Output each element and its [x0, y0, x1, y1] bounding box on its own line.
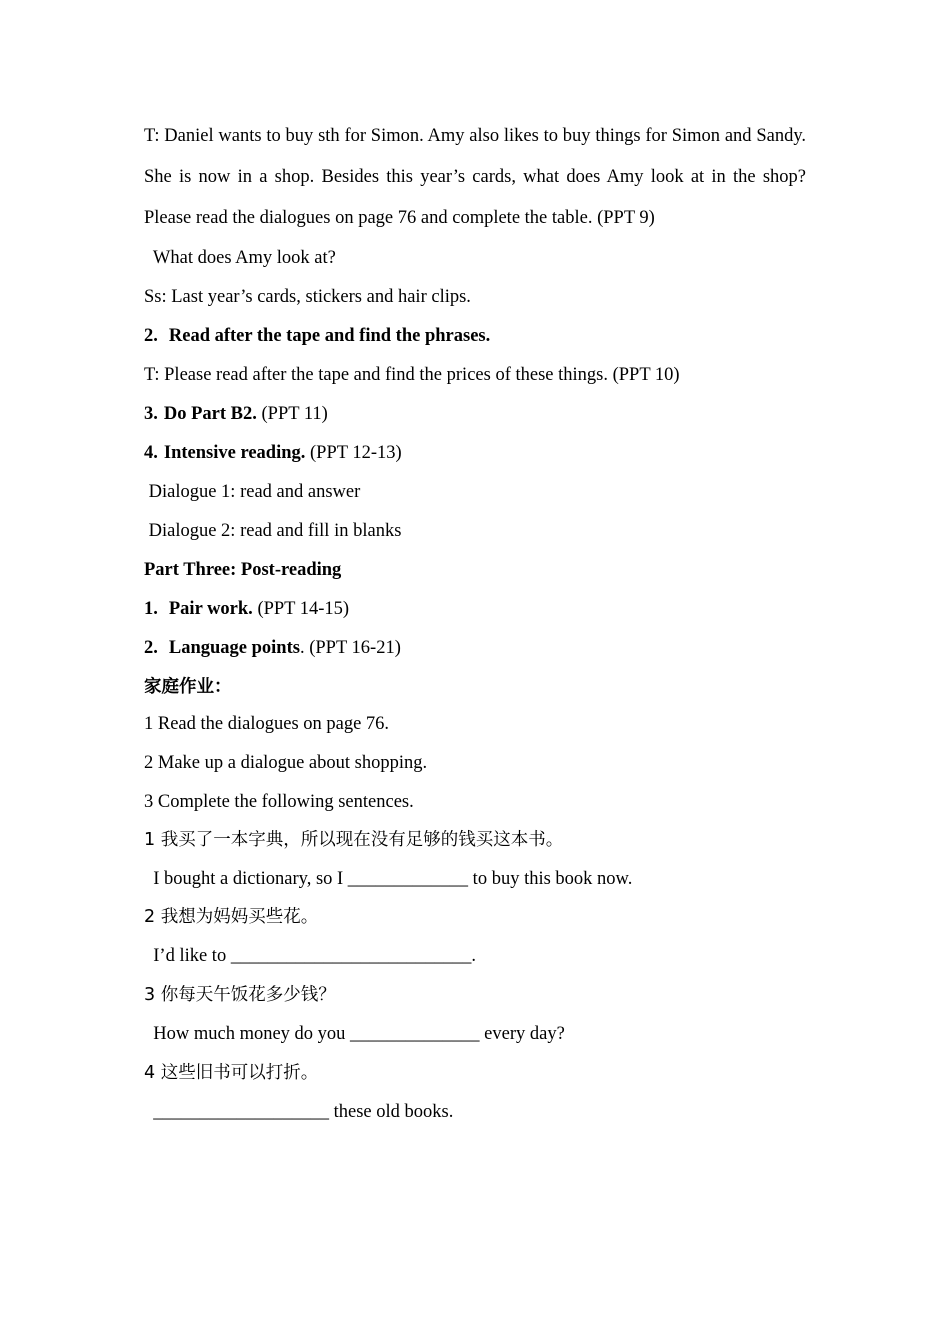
post-step-1-title: Pair work.	[168, 599, 253, 619]
intro-question: What does Amy look at?	[144, 248, 336, 268]
post-step-1-ref: (PPT 14-15)	[252, 599, 350, 619]
step-2-text: T: Please read after the tape and find the prices of these things. (PPT 10)	[144, 365, 680, 385]
post-reading-heading: Part Three: Post-reading	[144, 560, 342, 580]
sentence-english-blank: ___________________ these old books.	[144, 1102, 454, 1122]
intro-answer: Ss: Last year’s cards, stickers and hair clips.	[144, 287, 471, 307]
step-4-heading	[144, 442, 402, 464]
post-step-2-number: 2.	[144, 638, 158, 658]
homework-heading: 家庭作业：	[144, 677, 232, 697]
sentence-chinese: 4 这些旧书可以打折。	[144, 1063, 319, 1083]
step-3-heading	[144, 403, 328, 425]
sentence-english-blank: How much money do you ______________ every day?	[144, 1024, 565, 1044]
step-3-ref: (PPT 11)	[256, 404, 328, 424]
step-4-title: Intensive reading.	[163, 443, 306, 463]
sentence-chinese: 3 你每天午饭花多少钱？	[144, 985, 336, 1005]
homework-task: 2 Make up a dialogue about shopping.	[144, 753, 428, 773]
homework-task: 3 Complete the following sentences.	[144, 792, 414, 812]
homework-task: 1 Read the dialogues on page 76.	[144, 714, 390, 734]
post-step-2-heading	[144, 637, 401, 659]
step-4-number: 4.	[144, 443, 158, 463]
step-2-number: 2.	[144, 326, 158, 346]
step-2-title: Read after the tape and find the phrases.	[168, 326, 491, 346]
sentence-chinese: 2 我想为妈妈买些花。	[144, 907, 319, 927]
step-3-title: Do Part B2.	[163, 404, 257, 424]
sentence-chinese: 1 我买了一本字典，所以现在没有足够的钱买这本书。	[144, 830, 564, 850]
step-2-heading	[144, 325, 490, 347]
step-3-number: 3.	[144, 404, 158, 424]
post-step-2-ref: . (PPT 16-21)	[299, 638, 401, 658]
post-step-1-heading	[144, 598, 349, 620]
intro-paragraph: T: Daniel wants to buy sth for Simon. Amy also likes to buy things for Simon and Sandy. She is now in a shop. Besides this year’s cards, what does Amy look at in the shop? Please read the dialogues on page 76 and complete the table. (PPT 9)	[144, 126, 806, 228]
sentence-english-blank: I’d like to __________________________.	[144, 946, 476, 966]
sentence-english-blank: I bought a dictionary, so I _____________ to buy this book now.	[144, 869, 633, 889]
step-4-ref: (PPT 12-13)	[305, 443, 402, 463]
dialogue-2-task: Dialogue 2: read and fill in blanks	[144, 521, 402, 541]
post-step-1-number: 1.	[144, 599, 158, 619]
dialogue-1-task: Dialogue 1: read and answer	[144, 482, 361, 502]
post-step-2-title: Language points	[168, 638, 300, 658]
